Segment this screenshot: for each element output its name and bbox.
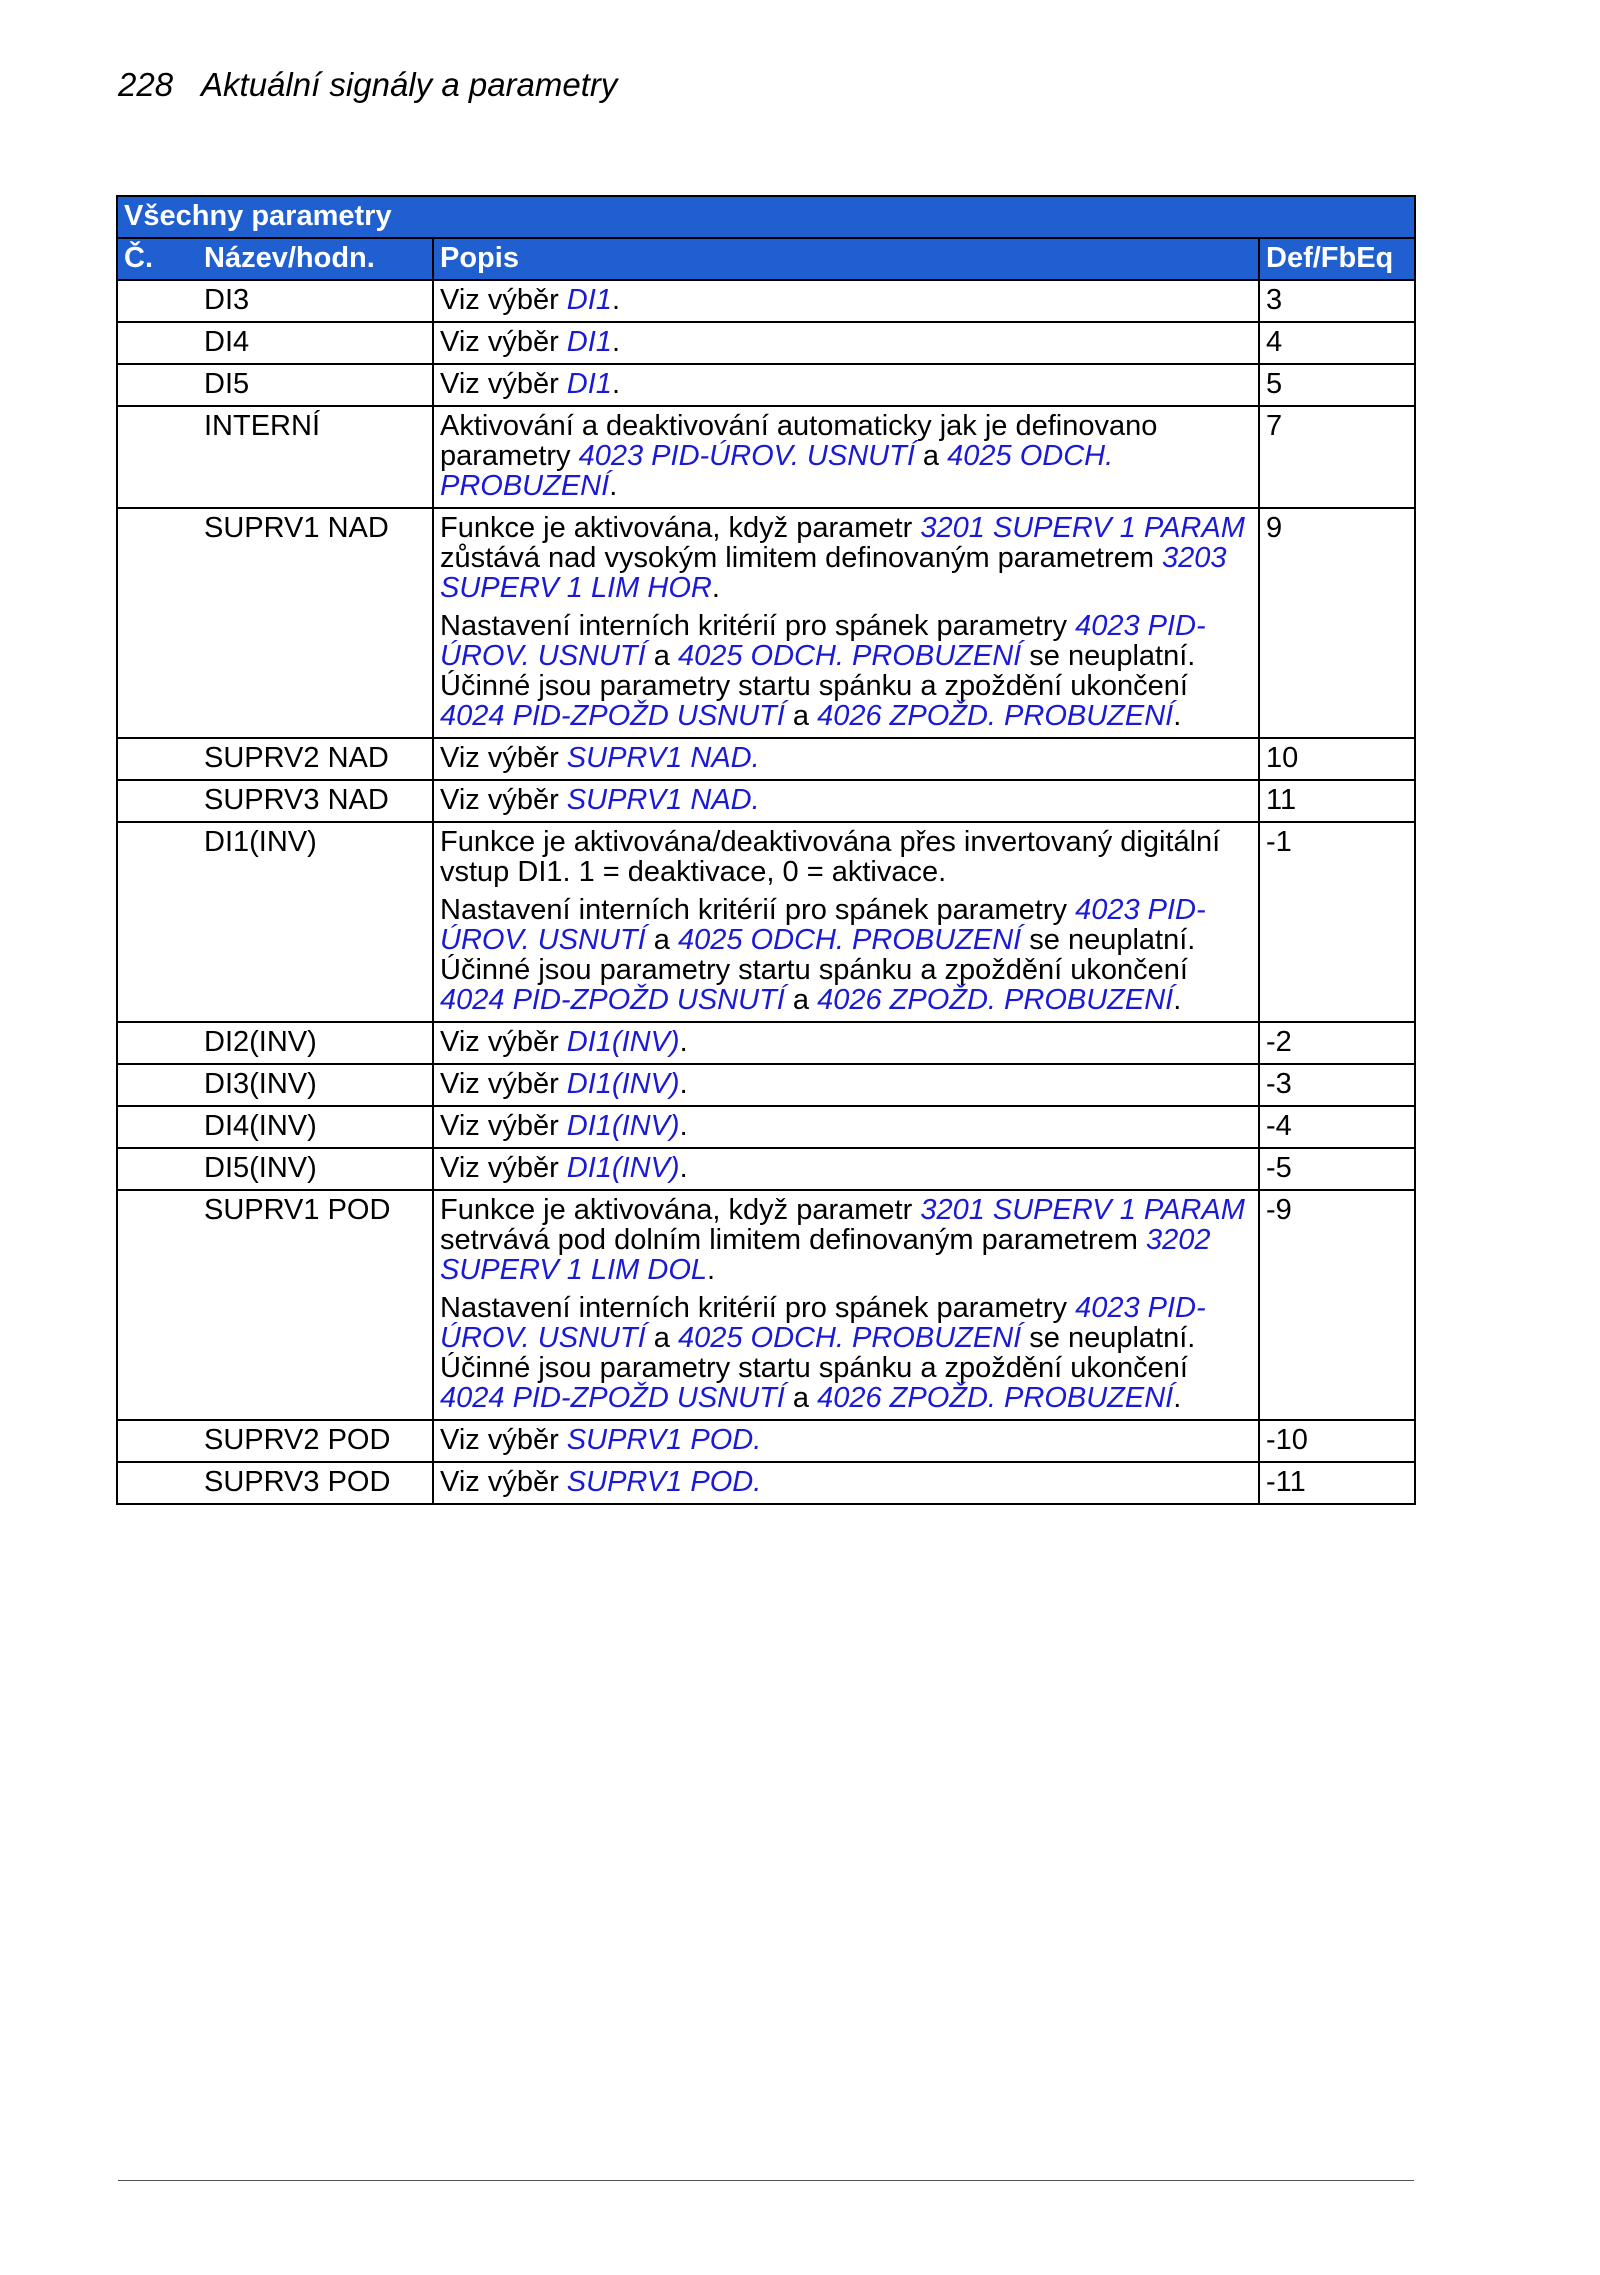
- cell-number: [117, 1190, 204, 1420]
- description-text: .: [609, 470, 618, 502]
- table-row: [117, 406, 1415, 508]
- cell-number: [117, 738, 204, 780]
- section-title: Aktuální signály a parametry: [201, 66, 618, 103]
- cell-default: 10: [1259, 738, 1415, 780]
- cell-description: [433, 1022, 1259, 1064]
- parameter-reference-link[interactable]: SUPRV1 POD.: [566, 1466, 762, 1498]
- cell-number: [117, 822, 204, 1022]
- cell-number: [117, 364, 204, 406]
- table-title-row: [117, 196, 1415, 238]
- cell-name: DI5(INV): [204, 1148, 433, 1190]
- cell-number: [117, 1148, 204, 1190]
- cell-description: [433, 822, 1259, 1022]
- description-text: setrvává pod dolním limitem definovaným parametrem: [440, 1224, 1146, 1256]
- table-row: [117, 1064, 1415, 1106]
- description-paragraph: [440, 513, 1252, 603]
- description-text: a: [645, 640, 678, 672]
- parameter-reference-link[interactable]: 4024 PID-ZPOŽD USNUTÍ: [440, 984, 785, 1016]
- cell-number: [117, 1420, 204, 1462]
- parameter-reference-link[interactable]: 3201 SUPERV 1 PARAM: [920, 1194, 1245, 1226]
- parameter-reference-link[interactable]: DI1(INV): [566, 1026, 680, 1058]
- description-text: Viz výběr: [440, 1152, 567, 1184]
- description-text: se neuplatní. Účinné jsou parametry startu spánku a zpoždění ukončení: [440, 1322, 1196, 1384]
- cell-description: [433, 1106, 1259, 1148]
- cell-name: DI2(INV): [204, 1022, 433, 1064]
- description-paragraph: [440, 1111, 1252, 1141]
- parameter-reference-link[interactable]: 4024 PID-ZPOŽD USNUTÍ: [440, 1382, 785, 1414]
- description-text: Viz výběr: [440, 1026, 567, 1058]
- cell-name: SUPRV2 POD: [204, 1420, 433, 1462]
- cell-number: [117, 1106, 204, 1148]
- description-text: Nastavení interních kritérií pro spánek parametry: [440, 894, 1076, 926]
- column-header-default: Def/FbEq: [1259, 238, 1415, 280]
- description-text: Viz výběr: [440, 1068, 567, 1100]
- cell-number: [117, 780, 204, 822]
- parameter-reference-link[interactable]: 3202 SUPERV 1 LIM DOL: [440, 1224, 1211, 1286]
- parameter-reference-link[interactable]: 4025 ODCH. PROBUZENÍ: [677, 1322, 1022, 1354]
- description-text: Viz výběr: [440, 1466, 567, 1498]
- description-text: .: [611, 368, 620, 400]
- description-text: a: [914, 440, 948, 472]
- description-paragraph: [440, 1027, 1252, 1057]
- cell-number: [117, 406, 204, 508]
- column-header-number: Č.: [117, 238, 204, 280]
- parameter-reference-link[interactable]: DI1(INV): [566, 1068, 680, 1100]
- cell-description: [433, 1420, 1259, 1462]
- table-row: [117, 822, 1415, 1022]
- table-header-row: [117, 238, 1415, 280]
- description-text: Viz výběr: [440, 742, 567, 774]
- table-row: [117, 1462, 1415, 1504]
- description-text: a: [645, 1322, 678, 1354]
- parameters-table: [116, 195, 1416, 1505]
- cell-name: DI5: [204, 364, 433, 406]
- table-body: [117, 280, 1415, 1504]
- description-paragraph: [440, 1467, 1252, 1497]
- cell-number: [117, 1064, 204, 1106]
- table-row: [117, 780, 1415, 822]
- description-text: .: [1173, 984, 1182, 1016]
- footer-divider: [118, 2180, 1414, 2181]
- parameter-reference-link[interactable]: DI1: [566, 284, 612, 316]
- description-text: Funkce je aktivována, když parametr: [440, 512, 921, 544]
- parameter-reference-link[interactable]: SUPRV1 POD.: [566, 1424, 762, 1456]
- description-text: Nastavení interních kritérií pro spánek parametry: [440, 610, 1076, 642]
- table-row: [117, 280, 1415, 322]
- description-text: .: [711, 572, 720, 604]
- cell-name: DI3: [204, 280, 433, 322]
- description-text: Viz výběr: [440, 1110, 567, 1142]
- cell-description: [433, 280, 1259, 322]
- cell-description: [433, 322, 1259, 364]
- description-text: .: [611, 326, 620, 358]
- cell-description: [433, 364, 1259, 406]
- parameter-reference-link[interactable]: 4023 PID-ÚROV. USNUTÍ: [440, 610, 1206, 672]
- description-text: .: [679, 1152, 688, 1184]
- table-row: [117, 508, 1415, 738]
- description-text: Viz výběr: [440, 1424, 567, 1456]
- parameter-reference-link[interactable]: 4025 ODCH. PROBUZENÍ: [440, 440, 1114, 502]
- description-text: Aktivování a deaktivování automaticky jak je definovano parametry: [440, 410, 1158, 472]
- parameter-reference-link[interactable]: DI1(INV): [566, 1110, 680, 1142]
- description-text: .: [611, 284, 620, 316]
- parameter-reference-link[interactable]: DI1: [566, 368, 612, 400]
- cell-number: [117, 1022, 204, 1064]
- parameter-reference-link[interactable]: 4023 PID-ÚROV. USNUTÍ: [440, 894, 1206, 956]
- cell-description: [433, 1148, 1259, 1190]
- description-paragraph: [440, 285, 1252, 315]
- description-paragraph: [440, 827, 1252, 887]
- description-text: .: [679, 1026, 688, 1058]
- cell-description: [433, 508, 1259, 738]
- table-row: [117, 1022, 1415, 1064]
- parameter-reference-link[interactable]: 4023 PID-ÚROV. USNUTÍ: [578, 440, 915, 472]
- cell-default: -5: [1259, 1148, 1415, 1190]
- table-title: Všechny parametry: [117, 196, 1415, 238]
- description-paragraph: [440, 369, 1252, 399]
- page-number: 228: [118, 66, 174, 103]
- table-row: [117, 322, 1415, 364]
- cell-default: 4: [1259, 322, 1415, 364]
- table-row: [117, 738, 1415, 780]
- cell-number: [117, 1462, 204, 1504]
- column-header-name: Název/hodn.: [204, 238, 433, 280]
- cell-number: [117, 280, 204, 322]
- cell-name: DI3(INV): [204, 1064, 433, 1106]
- description-text: a: [784, 700, 818, 732]
- cell-default: 7: [1259, 406, 1415, 508]
- description-paragraph: [440, 1153, 1252, 1183]
- cell-name: SUPRV3 POD: [204, 1462, 433, 1504]
- parameter-reference-link[interactable]: 3203 SUPERV 1 LIM HOR: [440, 542, 1227, 604]
- cell-number: [117, 322, 204, 364]
- parameter-reference-link[interactable]: 4026 ZPOŽD. PROBUZENÍ: [817, 984, 1174, 1016]
- description-text: .: [679, 1110, 688, 1142]
- cell-default: 11: [1259, 780, 1415, 822]
- description-paragraph: [440, 785, 1252, 815]
- table-row: [117, 1106, 1415, 1148]
- description-paragraph: [440, 743, 1252, 773]
- cell-default: -10: [1259, 1420, 1415, 1462]
- cell-description: [433, 406, 1259, 508]
- parameter-reference-link[interactable]: 4025 ODCH. PROBUZENÍ: [677, 640, 1022, 672]
- description-paragraph: [440, 611, 1252, 731]
- cell-name: SUPRV2 NAD: [204, 738, 433, 780]
- cell-description: [433, 738, 1259, 780]
- parameter-reference-link[interactable]: 4026 ZPOŽD. PROBUZENÍ: [817, 1382, 1174, 1414]
- cell-default: -11: [1259, 1462, 1415, 1504]
- parameter-reference-link[interactable]: 4025 ODCH. PROBUZENÍ: [677, 924, 1022, 956]
- column-header-description: Popis: [433, 238, 1259, 280]
- description-text: .: [1173, 700, 1182, 732]
- description-text: .: [1173, 1382, 1182, 1414]
- description-text: Viz výběr: [440, 326, 567, 358]
- description-text: a: [645, 924, 678, 956]
- description-text: Viz výběr: [440, 784, 567, 816]
- cell-name: SUPRV1 NAD: [204, 508, 433, 738]
- parameter-reference-link[interactable]: 4026 ZPOŽD. PROBUZENÍ: [817, 700, 1174, 732]
- cell-description: [433, 1462, 1259, 1504]
- parameter-reference-link[interactable]: SUPRV1 NAD.: [566, 742, 760, 774]
- table-row: [117, 1420, 1415, 1462]
- description-text: Funkce je aktivována/deaktivována přes invertovaný digitální vstup DI1. 1 = deaktivace, 0 = aktivace.: [440, 826, 1221, 888]
- cell-number: [117, 508, 204, 738]
- cell-default: 9: [1259, 508, 1415, 738]
- cell-default: -9: [1259, 1190, 1415, 1420]
- cell-name: SUPRV1 POD: [204, 1190, 433, 1420]
- description-paragraph: [440, 1195, 1252, 1285]
- cell-description: [433, 1190, 1259, 1420]
- description-paragraph: [440, 411, 1252, 501]
- description-text: .: [679, 1068, 688, 1100]
- parameter-reference-link[interactable]: SUPRV1 NAD.: [566, 784, 760, 816]
- cell-name: DI1(INV): [204, 822, 433, 1022]
- cell-description: [433, 1064, 1259, 1106]
- description-text: a: [784, 1382, 818, 1414]
- description-text: zůstává nad vysokým limitem definovaným parametrem: [440, 542, 1163, 574]
- description-text: se neuplatní. Účinné jsou parametry startu spánku a zpoždění ukončení: [440, 924, 1196, 986]
- parameter-reference-link[interactable]: DI1: [566, 326, 612, 358]
- description-text: .: [707, 1254, 716, 1286]
- parameter-reference-link[interactable]: 4023 PID-ÚROV. USNUTÍ: [440, 1292, 1206, 1354]
- parameter-reference-link[interactable]: DI1(INV): [566, 1152, 680, 1184]
- cell-name: SUPRV3 NAD: [204, 780, 433, 822]
- description-paragraph: [440, 327, 1252, 357]
- description-paragraph: [440, 1425, 1252, 1455]
- parameter-reference-link[interactable]: 4024 PID-ZPOŽD USNUTÍ: [440, 700, 785, 732]
- cell-default: 5: [1259, 364, 1415, 406]
- cell-description: [433, 780, 1259, 822]
- cell-default: 3: [1259, 280, 1415, 322]
- description-paragraph: [440, 1293, 1252, 1413]
- description-text: Viz výběr: [440, 284, 567, 316]
- description-text: se neuplatní. Účinné jsou parametry startu spánku a zpoždění ukončení: [440, 640, 1196, 702]
- cell-name: DI4(INV): [204, 1106, 433, 1148]
- description-text: Funkce je aktivována, když parametr: [440, 1194, 921, 1226]
- cell-default: -1: [1259, 822, 1415, 1022]
- description-text: a: [784, 984, 818, 1016]
- cell-default: -4: [1259, 1106, 1415, 1148]
- description-text: Viz výběr: [440, 368, 567, 400]
- page-header: [118, 66, 617, 104]
- parameter-reference-link[interactable]: 3201 SUPERV 1 PARAM: [920, 512, 1245, 544]
- cell-name: INTERNÍ: [204, 406, 433, 508]
- cell-default: -3: [1259, 1064, 1415, 1106]
- cell-default: -2: [1259, 1022, 1415, 1064]
- description-paragraph: [440, 1069, 1252, 1099]
- description-paragraph: [440, 895, 1252, 1015]
- table-row: [117, 364, 1415, 406]
- cell-name: DI4: [204, 322, 433, 364]
- description-text: Nastavení interních kritérií pro spánek parametry: [440, 1292, 1076, 1324]
- table-row: [117, 1148, 1415, 1190]
- table-row: [117, 1190, 1415, 1420]
